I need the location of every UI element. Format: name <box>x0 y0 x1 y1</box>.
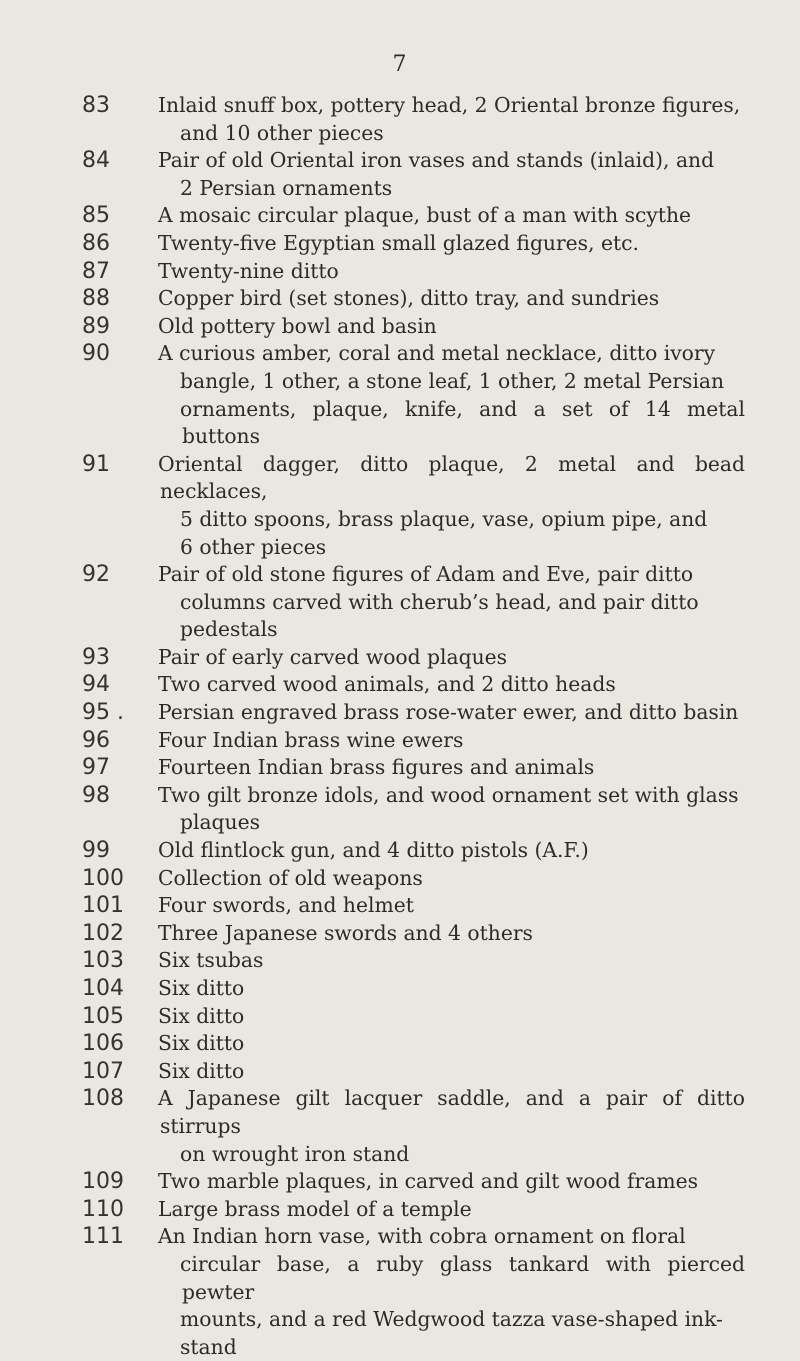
lot-entry <box>0 699 800 727</box>
lot-entry <box>0 920 800 948</box>
lot-description-line: columns carved with cherub’s head, and pair ditto <box>180 589 699 614</box>
lot-description-line: Six ditto <box>158 1058 245 1083</box>
lot-description <box>160 727 745 755</box>
lot-number: 111 <box>82 1224 124 1250</box>
lot-entry <box>0 92 800 147</box>
lot-entry <box>0 1058 800 1086</box>
lot-description <box>160 1030 745 1058</box>
lot-description <box>160 285 745 313</box>
lot-number: 97 <box>82 755 110 781</box>
lot-description <box>160 892 745 920</box>
lot-description-line: Old pottery bowl and basin <box>158 313 437 338</box>
lot-description-line: Fourteen Indian brass figures and animals <box>158 755 595 780</box>
lot-description-line: Three Japanese swords and 4 others <box>158 920 533 945</box>
lot-entry <box>0 561 800 644</box>
lot-description-line: bangle, 1 other, a stone leaf, 1 other, 2 metal Persian <box>180 368 725 393</box>
lot-description <box>160 202 745 230</box>
lot-description <box>160 865 745 893</box>
lot-number: 108 <box>82 1086 124 1112</box>
lot-entry <box>0 1003 800 1031</box>
lot-description <box>160 671 745 699</box>
lot-description-line: A mosaic circular plaque, bust of a man with scythe <box>158 203 692 228</box>
lot-entry <box>0 947 800 975</box>
lot-description <box>160 1003 745 1031</box>
lot-entry <box>0 1196 800 1224</box>
lot-number: 99 <box>82 838 110 864</box>
lot-description <box>160 1168 745 1196</box>
lot-description-line: Two gilt bronze idols, and wood ornament set with glass <box>158 782 739 807</box>
lot-entry <box>0 837 800 865</box>
lot-number: 107 <box>82 1058 124 1084</box>
lot-description-line: Persian engraved brass rose-water ewer, and ditto basin <box>158 700 739 725</box>
lot-description-line: Old flintlock gun, and 4 ditto pistols (A.F.) <box>158 838 589 863</box>
lot-description <box>160 147 745 202</box>
lot-description-line: Oriental dagger, ditto plaque, 2 metal and bead necklaces, <box>158 451 745 504</box>
lot-description <box>160 699 745 727</box>
lot-description <box>160 782 745 837</box>
lot-number: 100 <box>82 865 124 891</box>
lot-entry <box>0 451 800 561</box>
lot-description <box>160 754 745 782</box>
lot-description-line: Pair of old stone figures of Adam and Eve, pair ditto <box>158 562 694 587</box>
lot-description-line: pedestals <box>180 617 278 642</box>
lot-entry <box>0 147 800 202</box>
lot-entry <box>0 1085 800 1168</box>
lot-description-line: Large brass model of a temple <box>158 1196 472 1221</box>
lot-entry <box>0 230 800 258</box>
lot-description <box>160 1058 745 1086</box>
lot-number: 89 <box>82 313 110 339</box>
lot-description-line: Four Indian brass wine ewers <box>158 727 464 752</box>
lot-description <box>160 837 745 865</box>
lot-description-line: Six ditto <box>158 976 245 1000</box>
lot-number: 92 <box>82 562 110 588</box>
lot-description-line: Six ditto <box>158 1031 245 1056</box>
lot-number: 109 <box>82 1169 124 1195</box>
lot-number: 102 <box>82 920 124 946</box>
lot-description-line: Collection of old weapons <box>158 865 423 890</box>
lot-description <box>160 1196 745 1224</box>
lot-entry <box>0 313 800 341</box>
lot-description-line: Twenty-nine ditto <box>158 258 339 283</box>
lot-description-line: and 10 other pieces <box>180 120 384 145</box>
lot-description-line: 6 other pieces <box>180 534 327 559</box>
lot-description <box>160 644 745 672</box>
lot-entry <box>0 865 800 893</box>
lot-entry <box>0 1223 800 1361</box>
lot-number: 105 <box>82 1003 124 1029</box>
lot-number: 91 <box>82 451 110 477</box>
lot-description-line: Pair of early carved wood plaques <box>158 644 508 669</box>
lot-description-line: Six ditto <box>158 1003 245 1028</box>
lot-description <box>160 1223 745 1361</box>
lot-description <box>160 561 745 644</box>
lot-entry <box>0 727 800 755</box>
lot-description <box>160 92 745 147</box>
lot-description-line: Copper bird (set stones), ditto tray, and sundries <box>158 286 660 311</box>
lot-entry <box>0 1030 800 1058</box>
lot-entry <box>0 892 800 920</box>
lot-number: 104 <box>82 976 124 1001</box>
lot-description-line: A Japanese gilt lacquer saddle, and a pair of ditto stirrups <box>158 1086 745 1138</box>
lot-description-line: 2 Persian ornaments <box>180 175 393 200</box>
lot-description-line: Two marble plaques, in carved and gilt wood frames <box>158 1169 698 1194</box>
lot-description <box>160 340 745 450</box>
lot-number: 85 <box>82 203 110 229</box>
lot-description-line: 5 ditto spoons, brass plaque, vase, opium pipe, and <box>180 506 708 531</box>
lot-number: 84 <box>82 148 110 174</box>
lot-number: 94 <box>82 672 110 698</box>
lot-description-line: Six tsubas <box>158 948 264 973</box>
lot-number: 93 <box>82 644 110 670</box>
lot-description <box>160 975 745 1003</box>
lot-description-line: Inlaid snuff box, pottery head, 2 Oriental bronze figures, <box>158 93 741 117</box>
lot-number: 83 <box>82 93 110 118</box>
lot-number: 87 <box>82 258 110 284</box>
lot-description-line: A curious amber, coral and metal necklace, ditto ivory <box>158 341 716 366</box>
lot-number: 86 <box>82 230 110 256</box>
lot-description-line: Twenty-five Egyptian small glazed figures, etc. <box>158 230 639 255</box>
lot-description <box>160 451 745 561</box>
lot-entry <box>0 754 800 782</box>
lot-number: 103 <box>82 948 124 974</box>
lot-number: 106 <box>82 1031 124 1057</box>
lot-entry <box>0 285 800 313</box>
lot-entry <box>0 202 800 230</box>
lot-description-line: Two carved wood animals, and 2 ditto heads <box>158 672 616 697</box>
lot-description-line: Four swords, and helmet <box>158 893 414 918</box>
lot-entry <box>0 340 800 450</box>
lot-entry <box>0 975 800 1003</box>
lot-description-line: ornaments, plaque, knife, and a set of 14 metal buttons <box>180 396 745 449</box>
lot-description <box>160 313 745 341</box>
lot-number: 96 <box>82 727 110 753</box>
lot-entry <box>0 644 800 672</box>
lot-description-line: on wrought iron stand <box>180 1141 410 1166</box>
lot-number: 110 <box>82 1196 124 1222</box>
lot-description <box>160 1085 745 1168</box>
lot-description-line: An Indian horn vase, with cobra ornament on floral <box>158 1224 686 1249</box>
lot-number: 90 <box>82 341 110 367</box>
lot-description <box>160 258 745 286</box>
lot-description-line: Pair of old Oriental iron vases and stands (inlaid), and <box>158 148 715 173</box>
lot-entry <box>0 671 800 699</box>
lot-description <box>160 230 745 258</box>
lot-description <box>160 947 745 975</box>
lot-description-line: mounts, and a red Wedgwood tazza vase-shaped ink- <box>180 1307 723 1332</box>
lot-number: 88 <box>82 286 110 312</box>
lot-list <box>0 92 800 1361</box>
lot-entry <box>0 782 800 837</box>
lot-description <box>160 920 745 948</box>
lot-description-line: circular base, a ruby glass tankard with pierced pewter <box>180 1251 745 1304</box>
lot-number: 101 <box>82 893 124 919</box>
lot-number: 95 . <box>82 700 124 726</box>
lot-entry <box>0 258 800 286</box>
lot-number: 98 <box>82 782 110 808</box>
lot-description-line: plaques <box>180 810 261 835</box>
lot-description-line: stand <box>180 1334 237 1359</box>
page-number: 7 <box>392 52 408 77</box>
lot-entry <box>0 1168 800 1196</box>
